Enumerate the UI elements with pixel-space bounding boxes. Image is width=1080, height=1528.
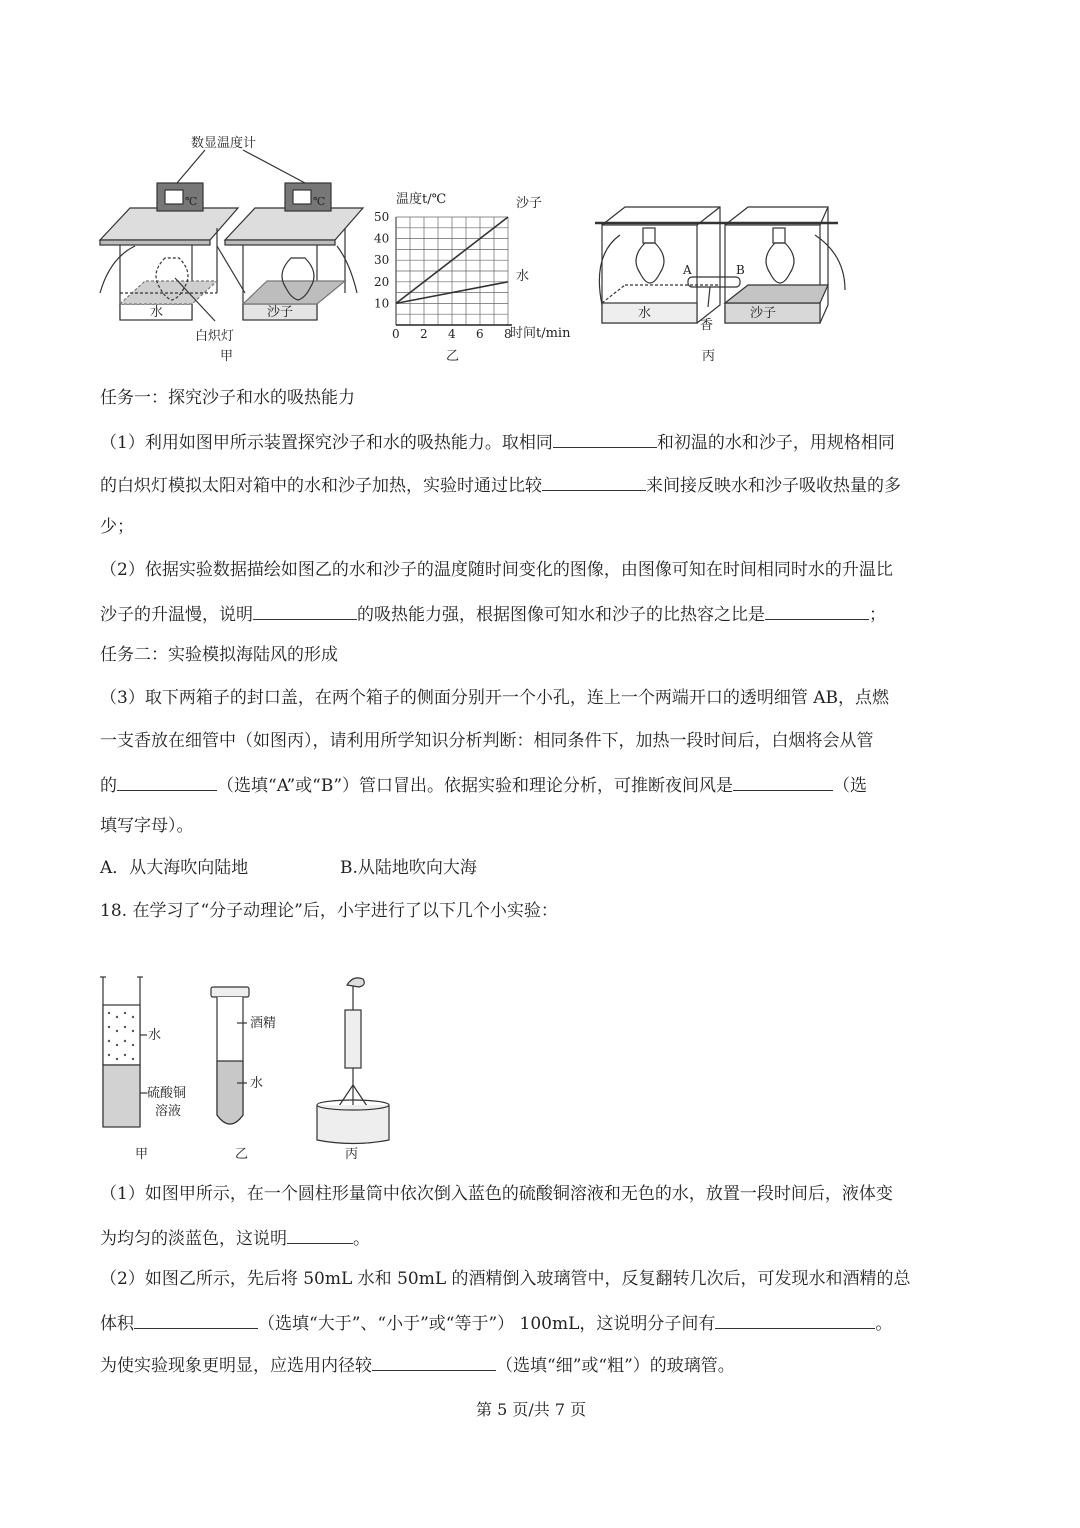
chart-x-tick-label: 2 bbox=[420, 327, 428, 341]
q18-p2-line2 bbox=[100, 1312, 892, 1334]
task2-heading: 任务二：实验模拟海陆风的形成 bbox=[100, 645, 338, 665]
q17-p1-line2 bbox=[100, 474, 901, 496]
answer-blank-tube-diameter[interactable] bbox=[372, 1354, 496, 1371]
q18-cuso4-label-1: 硫酸铜 bbox=[147, 1086, 187, 1101]
chart-series-label: 沙子 bbox=[516, 196, 543, 211]
chart-y-tick-label: 20 bbox=[374, 274, 390, 289]
q18-water-label: 水 bbox=[148, 1028, 162, 1043]
thermo-unit-left: ℃ bbox=[185, 195, 198, 208]
answer-blank-gaps[interactable] bbox=[715, 1312, 875, 1329]
q17-p2-line2 bbox=[100, 603, 886, 625]
tube-end-b: B bbox=[736, 263, 745, 277]
chart-x-tick-label: 6 bbox=[476, 327, 484, 341]
answer-blank-ratio[interactable] bbox=[765, 603, 869, 620]
q17-p3-line4: 填写字母）。 bbox=[100, 816, 194, 836]
thermo-unit-right: ℃ bbox=[313, 195, 326, 208]
figure-jia-drawing bbox=[95, 128, 365, 368]
chart-x-axis-label: 时间t/min bbox=[510, 326, 571, 341]
q18-p1-line1: （1）如图甲所示，在一个圆柱形量筒中依次倒入蓝色的硫酸铜溶液和无色的水，放置一段时间后，液体变 bbox=[100, 1184, 893, 1204]
jia-sand-label: 沙子 bbox=[267, 305, 294, 320]
q17-p2-l2b: 的吸热能力强，根据图像可知水和沙子的比热容之比是 bbox=[357, 605, 765, 625]
answer-blank-night-wind[interactable] bbox=[733, 774, 833, 791]
jia-lamp-label: 白炽灯 bbox=[195, 329, 235, 344]
q18-p2-l2b: （选填“大于”、“小于”或“等于”） 100mL，这说明分子间有 bbox=[258, 1314, 716, 1334]
q18-p2-l3a: 为使实验现象更明显，应选用内径较 bbox=[100, 1356, 372, 1376]
yi-caption: 乙 bbox=[446, 349, 460, 364]
chart-y-axis-label: 温度t/℃ bbox=[396, 192, 447, 207]
figure-yi-chart bbox=[368, 185, 588, 365]
thermometer-label: 数显温度计 bbox=[191, 136, 257, 151]
q18-caption-bing: 丙 bbox=[345, 1147, 359, 1162]
q18-p2-l2c: 。 bbox=[875, 1314, 893, 1334]
figure-q18-drawing bbox=[95, 975, 415, 1165]
q18-p2-line1: （2）如图乙所示，先后将 50mL 水和 50mL 的酒精倒入玻璃管中，反复翻转几次后，可发现水和酒精的总 bbox=[100, 1269, 911, 1289]
q17-p3-line1: （3）取下两箱子的封口盖，在两个箱子的侧面分别开一个小孔，连上一个两端开口的透明细管 AB，点燃 bbox=[100, 688, 889, 708]
q17-p2-line1: （2）依据实验数据描绘如图乙的水和沙子的温度随时间变化的图像，由图像可知在时间相同时水的升温比 bbox=[100, 560, 893, 580]
q18-p1-l2b: 。 bbox=[353, 1229, 370, 1249]
q18-alcohol-label: 酒精 bbox=[250, 1016, 277, 1031]
chart-y-tick-label: 40 bbox=[374, 231, 390, 246]
answer-blank-diffusion[interactable] bbox=[287, 1227, 353, 1244]
temperature-chart bbox=[368, 185, 588, 365]
q17-p3-line2: 一支香放在细管中（如图丙），请利用所学知识分析判断：相同条件下，加热一段时间后，白烟将会从管 bbox=[100, 731, 874, 751]
q17-p3-l3c: （选 bbox=[833, 776, 868, 796]
chart-y-tick-label: 50 bbox=[374, 210, 390, 224]
q17-p1-line1 bbox=[100, 431, 895, 453]
q18-p2-l3b: （选填“细”或“粗”）的玻璃管。 bbox=[496, 1356, 735, 1376]
jia-water-label: 水 bbox=[150, 305, 164, 320]
q18-p1-line2 bbox=[100, 1227, 370, 1249]
chart-series-label: 水 bbox=[516, 268, 530, 284]
chart-x-tick-label: 4 bbox=[448, 327, 456, 341]
bing-sand-label: 沙子 bbox=[750, 306, 777, 321]
q18-p2-l2a: 体积 bbox=[100, 1314, 134, 1334]
bing-water-label: 水 bbox=[638, 306, 652, 321]
q18-p1-l2a: 为均匀的淡蓝色，这说明 bbox=[100, 1229, 287, 1249]
q17-p1-l1a: （1）利用如图甲所示装置探究沙子和水的吸热能力。取相同 bbox=[100, 433, 553, 453]
chart-y-tick-label: 30 bbox=[374, 253, 390, 268]
q17-p1-l2a: 的白炽灯模拟太阳对箱中的水和沙子加热，实验时通过比较 bbox=[100, 476, 542, 496]
option-b: B.从陆地吹向大海 bbox=[340, 858, 477, 878]
q18-cuso4-label-2: 溶液 bbox=[155, 1104, 182, 1119]
chart-x-tick-label: 8 bbox=[504, 327, 512, 341]
page-footer: 第 5 页/共 7 页 bbox=[476, 1400, 587, 1419]
q17-p2-l2a: 沙子的升温慢，说明 bbox=[100, 605, 253, 625]
q18-water2-label: 水 bbox=[250, 1076, 264, 1091]
figure-bing-drawing bbox=[590, 195, 850, 370]
jia-caption: 甲 bbox=[220, 349, 234, 364]
figure-jia bbox=[95, 128, 365, 368]
answer-blank-tube-end[interactable] bbox=[117, 774, 217, 791]
q18-caption-yi: 乙 bbox=[235, 1147, 249, 1162]
q17-p1-l1b: 和初温的水和沙子，用规格相同 bbox=[656, 433, 895, 453]
option-a: A．从大海吹向陆地 bbox=[100, 858, 249, 878]
tube-end-a: A bbox=[683, 263, 692, 277]
bing-caption: 丙 bbox=[702, 349, 716, 364]
answer-blank-volume[interactable] bbox=[134, 1312, 258, 1329]
figure-bing bbox=[590, 195, 850, 370]
q17-p3-l3a: 的 bbox=[100, 776, 117, 796]
q17-p2-l2c: ； bbox=[869, 605, 886, 625]
q17-p1-line3: 少； bbox=[100, 517, 134, 537]
figure-q18 bbox=[95, 975, 415, 1165]
chart-y-tick-label: 10 bbox=[374, 296, 390, 311]
chart-x-tick-label: 0 bbox=[392, 327, 400, 341]
task1-heading: 任务一：探究沙子和水的吸热能力 bbox=[100, 388, 355, 408]
q17-p3-line3 bbox=[100, 774, 867, 796]
q18-stem: 18. 在学习了“分子动理论”后，小宇进行了以下几个小实验： bbox=[100, 901, 558, 921]
q18-p2-line3 bbox=[100, 1354, 735, 1376]
answer-blank-compare[interactable] bbox=[542, 474, 646, 491]
answer-blank-substance[interactable] bbox=[253, 603, 357, 620]
q18-caption-jia: 甲 bbox=[135, 1147, 149, 1162]
answer-blank-mass[interactable] bbox=[553, 431, 657, 448]
incense-label: 香 bbox=[700, 318, 714, 333]
q17-p1-l2b: 来间接反映水和沙子吸收热量的多 bbox=[646, 476, 901, 496]
q17-p3-l3b: （选填“A”或“B”）管口冒出。依据实验和理论分析，可推断夜间风是 bbox=[217, 776, 734, 796]
